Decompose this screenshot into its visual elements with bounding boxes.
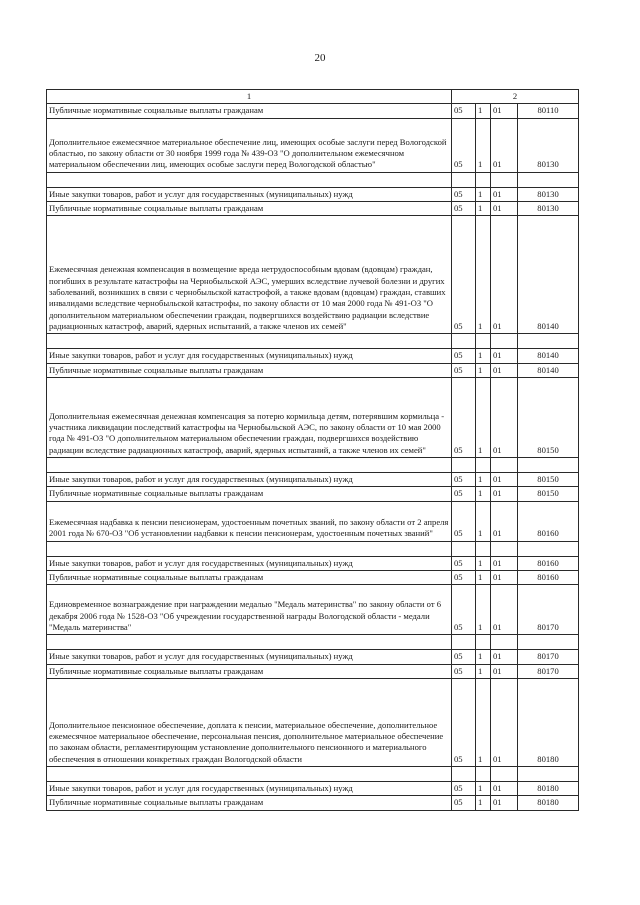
code-subsection: 1 [476,650,491,664]
code-section: 05 [452,473,476,487]
code-section: 05 [452,104,476,118]
code-program: 01 [491,104,518,118]
code-target: 80180 [518,782,579,796]
code-target: 80130 [518,187,579,201]
code-subsection: 1 [476,796,491,810]
code-target: 80140 [518,363,579,377]
table-row [47,104,579,118]
code-target: 80150 [518,473,579,487]
row-description: Публичные нормативные социальные выплаты гражданам [47,796,452,810]
code-subsection: 1 [476,118,491,172]
code-subsection: 1 [476,487,491,501]
code-subsection: 1 [476,378,491,458]
row-description: Ежемесячная денежная компенсация в возмещение вреда нетрудоспособным вдовам (вдовцам) граждан, погибших в результате катастрофы на Чернобыльской АЭС, умерших вследствие лучевой болезни и других заболеваний, возникших в связи с чернобыльской катастрофой, а также вдовам (вдовцам) граждан, ставших инвалидами вследствие чернобыльской катастрофы, по закону области от 10 мая 2000 года № 491-ОЗ "О дополнительном материальном обеспечении граждан, подвергшихся воздействию радиации вследствие радиационных катастроф, аварий, ядерных испытаний, а также членов их семей" [47,216,452,334]
table-row [47,473,579,487]
code-section: 05 [452,679,476,767]
code-section: 05 [452,187,476,201]
code-target: 80170 [518,650,579,664]
code-target: 80140 [518,349,579,363]
code-target: 80170 [518,664,579,678]
code-target: 80130 [518,202,579,216]
table-row [47,216,579,334]
code-section: 05 [452,585,476,635]
code-subsection: 1 [476,216,491,334]
row-spacer [47,458,579,473]
row-description: Публичные нормативные социальные выплаты гражданам [47,202,452,216]
row-description: Публичные нормативные социальные выплаты гражданам [47,363,452,377]
code-program: 01 [491,650,518,664]
code-target: 80150 [518,378,579,458]
row-spacer [47,767,579,782]
code-target: 80160 [518,571,579,585]
code-program: 01 [491,679,518,767]
code-program: 01 [491,349,518,363]
table-row [47,650,579,664]
table-row [47,349,579,363]
code-subsection: 1 [476,585,491,635]
table-row [47,664,579,678]
code-program: 01 [491,118,518,172]
table-row [47,679,579,767]
code-program: 01 [491,664,518,678]
header-col-2: 2 [452,90,579,104]
row-description: Единовременное вознаграждение при награждении медалью "Медаль материнства" по закону области от 6 декабря 2006 года № 1528-ОЗ "Об учреждении государственной награды Вологодской области - медали "Медаль материнства" [47,585,452,635]
code-section: 05 [452,349,476,363]
code-target: 80180 [518,679,579,767]
code-section: 05 [452,650,476,664]
budget-table [46,89,579,811]
code-target: 80170 [518,585,579,635]
code-section: 05 [452,571,476,585]
code-section: 05 [452,216,476,334]
table-row [47,363,579,377]
row-spacer [47,334,579,349]
row-spacer [47,635,579,650]
code-program: 01 [491,187,518,201]
row-description: Иные закупки товаров, работ и услуг для государственных (муниципальных) нужд [47,782,452,796]
code-subsection: 1 [476,782,491,796]
code-target: 80180 [518,796,579,810]
code-program: 01 [491,487,518,501]
code-subsection: 1 [476,664,491,678]
table-row [47,585,579,635]
table-row [47,501,579,541]
code-subsection: 1 [476,202,491,216]
code-subsection: 1 [476,187,491,201]
code-subsection: 1 [476,556,491,570]
code-target: 80160 [518,501,579,541]
table-row [47,202,579,216]
row-description: Дополнительное пенсионное обеспечение, доплата к пенсии, материальное обеспечение, дополнительное ежемесячное материальное обеспечение, персональная пенсия, дополнительное материальное обеспечение по законам области, регламентирующим установление дополнительного пенсионного и материального обеспечения в отношении конкретных граждан Вологодской области [47,679,452,767]
code-target: 80160 [518,556,579,570]
code-program: 01 [491,202,518,216]
code-program: 01 [491,216,518,334]
row-description: Дополнительное ежемесячное материальное обеспечение лиц, имеющих особые заслуги перед Вологодской областью, по закону области от 30 ноября 1999 года № 439-ОЗ "О дополнительном ежемесячном материальном обеспечении лиц, имеющих особые заслуги перед Вологодской областью" [47,118,452,172]
code-section: 05 [452,202,476,216]
row-description: Публичные нормативные социальные выплаты гражданам [47,104,452,118]
row-description: Иные закупки товаров, работ и услуг для государственных (муниципальных) нужд [47,650,452,664]
page-number: 20 [314,52,326,64]
code-subsection: 1 [476,473,491,487]
table-header-row [47,90,579,104]
table-row [47,556,579,570]
row-description: Иные закупки товаров, работ и услуг для государственных (муниципальных) нужд [47,187,452,201]
code-section: 05 [452,556,476,570]
code-section: 05 [452,664,476,678]
row-description: Ежемесячная надбавка к пенсии пенсионерам, удостоенным почетных званий, по закону области от 2 апреля 2001 года № 670-ОЗ "Об установлении надбавки к пенсии пенсионерам, удостоенным почетных званий" [47,501,452,541]
code-target: 80150 [518,487,579,501]
code-target: 80130 [518,118,579,172]
code-subsection: 1 [476,571,491,585]
row-description: Дополнительная ежемесячная денежная компенсация за потерю кормильца детям, потерявшим кормильца - участника ликвидации последствий катастрофы на Чернобыльской АЭС, по закону области от 10 мая 2000 года № 491-ОЗ "О дополнительном материальном обеспечении граждан, подвергшихся воздействию радиации вследствие радиационных катастроф, аварий, ядерных испытаний, а также членов их семей" [47,378,452,458]
table-row [47,782,579,796]
row-description: Публичные нормативные социальные выплаты гражданам [47,487,452,501]
code-program: 01 [491,796,518,810]
code-subsection: 1 [476,349,491,363]
row-description: Иные закупки товаров, работ и услуг для государственных (муниципальных) нужд [47,349,452,363]
row-spacer [47,172,579,187]
code-section: 05 [452,796,476,810]
code-program: 01 [491,378,518,458]
code-subsection: 1 [476,104,491,118]
code-target: 80140 [518,216,579,334]
code-section: 05 [452,782,476,796]
table-row [47,571,579,585]
row-description: Иные закупки товаров, работ и услуг для государственных (муниципальных) нужд [47,473,452,487]
code-program: 01 [491,782,518,796]
row-description: Иные закупки товаров, работ и услуг для государственных (муниципальных) нужд [47,556,452,570]
table-row [47,796,579,810]
table-row [47,487,579,501]
code-program: 01 [491,556,518,570]
header-col-1: 1 [47,90,452,104]
code-program: 01 [491,571,518,585]
code-section: 05 [452,363,476,377]
code-subsection: 1 [476,679,491,767]
row-spacer [47,541,579,556]
code-program: 01 [491,363,518,377]
code-subsection: 1 [476,363,491,377]
code-section: 05 [452,501,476,541]
table-row [47,378,579,458]
table-row [47,187,579,201]
code-section: 05 [452,487,476,501]
row-description: Публичные нормативные социальные выплаты гражданам [47,571,452,585]
code-section: 05 [452,118,476,172]
table-row [47,118,579,172]
code-target: 80110 [518,104,579,118]
code-program: 01 [491,585,518,635]
code-program: 01 [491,501,518,541]
code-section: 05 [452,378,476,458]
code-subsection: 1 [476,501,491,541]
code-program: 01 [491,473,518,487]
row-description: Публичные нормативные социальные выплаты гражданам [47,664,452,678]
